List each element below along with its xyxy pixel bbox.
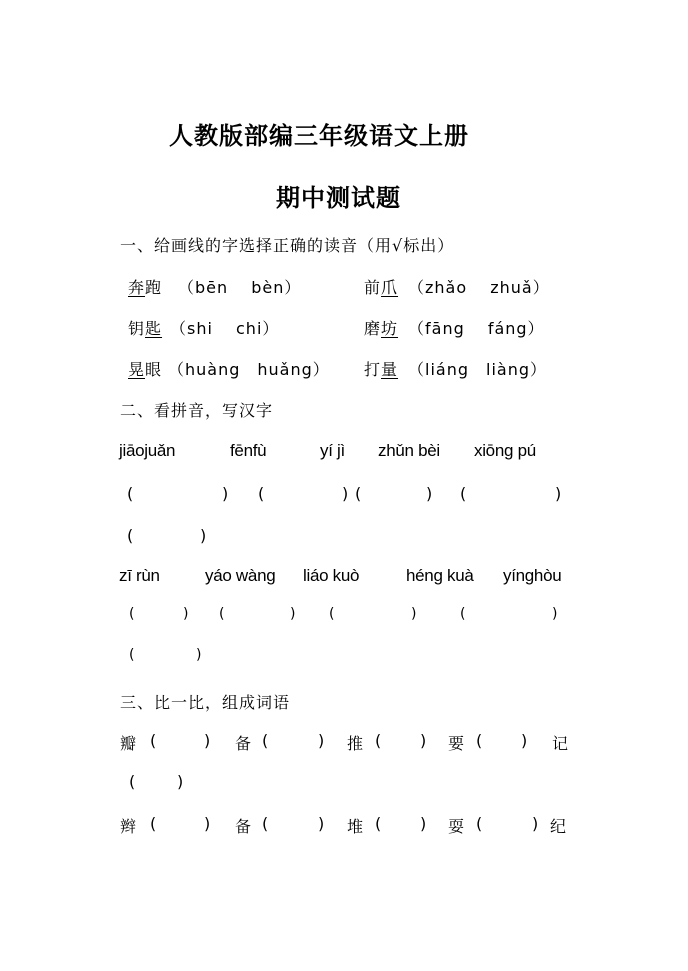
answer-blank: (	[129, 606, 135, 622]
answer-blank: (	[150, 814, 157, 833]
compare-char: 备	[235, 817, 253, 836]
answer-blank: )	[204, 814, 211, 833]
pinyin-4: zhǔn bèi	[378, 441, 440, 460]
item-2-options: （zhǎo zhuǎ）	[408, 278, 550, 297]
answer-blank: )	[411, 606, 417, 622]
compare-char: 耍	[448, 817, 466, 836]
pinyin-6: zī rùn	[119, 566, 160, 585]
answer-blank: (	[129, 772, 136, 791]
answer-blank: )	[521, 731, 528, 750]
answer-blank: )	[183, 606, 189, 622]
item-2: 前爪	[364, 278, 399, 297]
page-subtitle: 期中测试题	[276, 183, 401, 212]
answer-blank: )	[426, 484, 433, 503]
compare-char: 辫	[120, 817, 138, 836]
answer-blank: (	[476, 814, 483, 833]
answer-blank: (	[127, 484, 134, 503]
answer-blank: )	[318, 814, 325, 833]
section1-heading: 一、给画线的字选择正确的读音（用√标出）	[120, 236, 455, 255]
item-1: 奔跑	[128, 278, 163, 297]
item-4: 磨坊	[364, 319, 399, 338]
answer-blank: )	[342, 484, 349, 503]
answer-blank: )	[318, 731, 325, 750]
answer-blank: (	[460, 484, 467, 503]
item-3: 钥匙	[128, 319, 163, 338]
item-6: 打量	[364, 360, 399, 379]
compare-char: 纪	[550, 817, 568, 836]
answer-blank: (	[127, 526, 134, 545]
answer-blank: )	[196, 647, 202, 663]
answer-blank: )	[177, 772, 184, 791]
page-title: 人教版部编三年级语文上册	[169, 121, 469, 150]
section3-heading: 三、比一比，组成词语	[120, 693, 291, 712]
pinyin-10: yínghòu	[503, 566, 562, 585]
compare-char: 要	[448, 734, 466, 753]
answer-blank: (	[375, 731, 382, 750]
answer-blank: (	[329, 606, 335, 622]
answer-blank: )	[532, 814, 539, 833]
answer-blank: (	[219, 606, 225, 622]
compare-char: 记	[552, 734, 570, 753]
pinyin-7: yáo wàng	[205, 566, 276, 585]
compare-char: 推	[347, 734, 365, 753]
pinyin-9: héng kuà	[406, 566, 474, 585]
compare-char: 堆	[347, 817, 365, 836]
item-5: 晃眼	[128, 360, 163, 379]
item-6-options: （liáng liàng）	[408, 360, 547, 379]
pinyin-2: fēnfù	[230, 441, 267, 460]
pinyin-8: liáo kuò	[303, 566, 360, 585]
item-4-options: （fāng fáng）	[408, 319, 545, 338]
pinyin-3: yí jì	[320, 441, 345, 460]
item-5-options: （huàng huǎng）	[168, 360, 330, 379]
item-3-options: （shi chi）	[170, 319, 280, 338]
answer-blank: (	[460, 606, 466, 622]
answer-blank: )	[204, 731, 211, 750]
answer-blank: )	[420, 731, 427, 750]
answer-blank: (	[258, 484, 265, 503]
answer-blank: (	[150, 731, 157, 750]
answer-blank: )	[555, 484, 562, 503]
compare-char: 备	[235, 734, 253, 753]
answer-blank: )	[552, 606, 558, 622]
pinyin-5: xiōng pú	[474, 441, 536, 460]
answer-blank: )	[290, 606, 296, 622]
answer-blank: )	[200, 526, 207, 545]
section2-heading: 二、看拼音，写汉字	[120, 401, 274, 420]
answer-blank: (	[355, 484, 362, 503]
answer-blank: (	[375, 814, 382, 833]
answer-blank: (	[129, 647, 135, 663]
item-1-options: （bēn bèn）	[178, 278, 302, 297]
answer-blank: )	[420, 814, 427, 833]
pinyin-1: jiāojuǎn	[119, 441, 176, 460]
answer-blank: (	[262, 731, 269, 750]
answer-blank: (	[262, 814, 269, 833]
compare-char: 瓣	[120, 734, 138, 753]
answer-blank: (	[476, 731, 483, 750]
answer-blank: )	[222, 484, 229, 503]
